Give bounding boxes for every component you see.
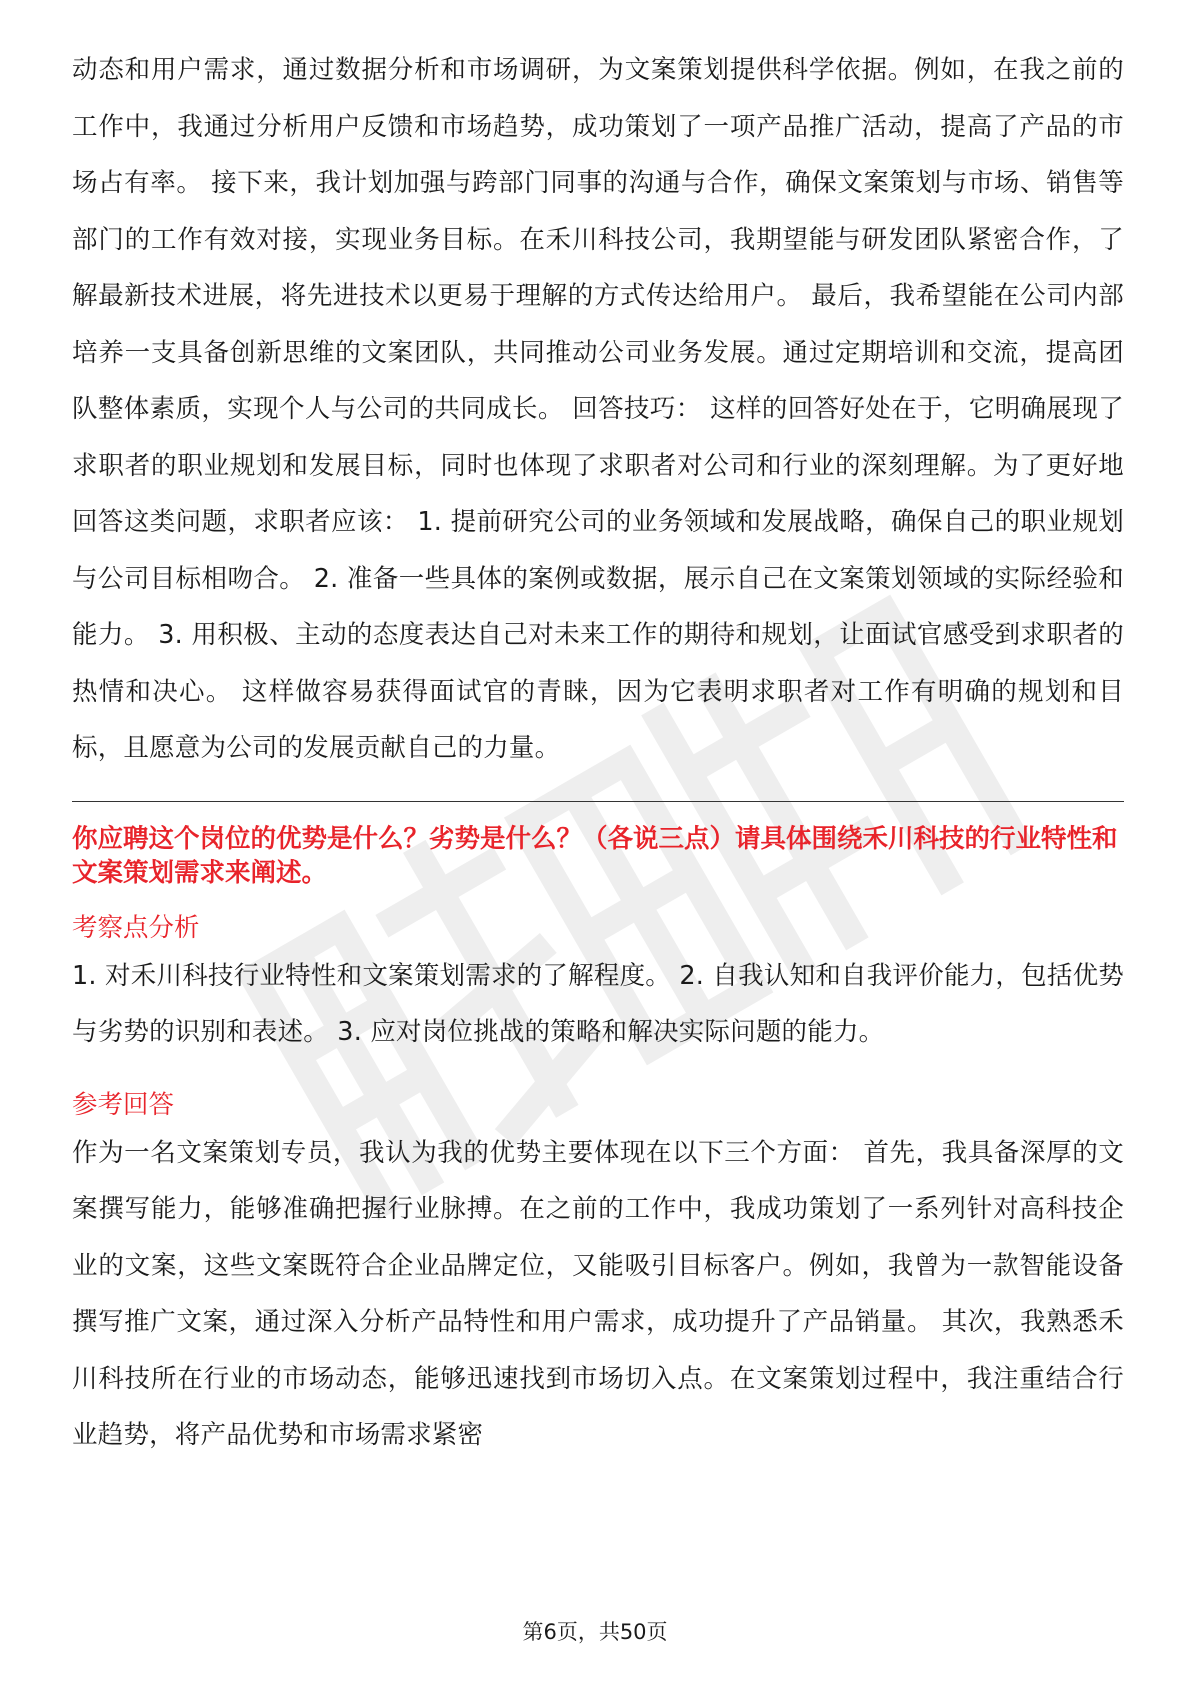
answer-title: 参考回答 (72, 1089, 175, 1120)
page-content (72, 42, 1124, 1464)
answer-text: 作为一名文案策划专员，我认为我的优势主要体现在以下三个方面： 首先，我具备深厚的文案撰写能力，能够准确把握行业脉搏。在之前的工作中，我成功策划了一系列针对高科技企业的文案，这些文案既符合企业品牌定位，又能吸引目标客户。例如，我曾为一款智能设备撰写推广文案，通过深入分析产品特性和用户需求，成功提升了产品销量。 其次，我熟悉禾川科技所在行业的市场动态，能够迅速找到市场切入点。在文案策划过程中，我注重结合行业趋势，将产品优势和市场需求紧密 (72, 1137, 1124, 1450)
analysis-title: 考察点分析 (72, 912, 200, 943)
section-divider (72, 801, 1124, 802)
intro-paragraph: 动态和用户需求，通过数据分析和市场调研，为文案策划提供科学依据。例如，在我之前的工作中，我通过分析用户反馈和市场趋势，成功策划了一项产品推广活动，提高了产品的市场占有率。 接下来，我计划加强与跨部门同事的沟通与合作，确保文案策划与市场、销售等部门的工作有效对接，实现业务目标。在禾川科技公司，我期望能与研发团队紧密合作，了解最新技术进展，将先进技术以更易于理解的方式传达给用户。 最后，我希望能在公司内部培养一支具备创新思维的文案团队，共同推动公司业务发展。通过定期培训和交流，提高团队整体素质，实现个人与公司的共同成长。 回答技巧： 这样的回答好处在于，它明确展现了求职者的职业规划和发展目标，同时也体现了求职者对公司和行业的深刻理解。为了更好地回答这类问题，求职者应该： 1. 提前研究公司的业务领域和发展战略，确保自己的职业规划与公司目标相吻合。 2. 准备一些具体的案例或数据，展示自己在文案策划领域的实际经验和能力。 3. 用积极、主动的态度表达自己对未来工作的期待和规划，让面试官感受到求职者的热情和决心。 这样做容易获得面试官的青睐，因为它表明求职者对工作有明确的规划和目标，且愿意为公司的发展贡献自己的力量。 (72, 55, 1124, 763)
question-heading: 你应聘这个岗位的优势是什么？劣势是什么？（各说三点）请具体围绕禾川科技的行业特性和文案策划需求来阐述。 (72, 823, 1118, 888)
page-number-footer: 第6页，共50页 (522, 1620, 668, 1644)
analysis-text: 1. 对禾川科技行业特性和文案策划需求的了解程度。 2. 自我认知和自我评价能力，包括优势与劣势的识别和表述。 3. 应对岗位挑战的策略和解决实际问题的能力。 (72, 960, 1124, 1047)
